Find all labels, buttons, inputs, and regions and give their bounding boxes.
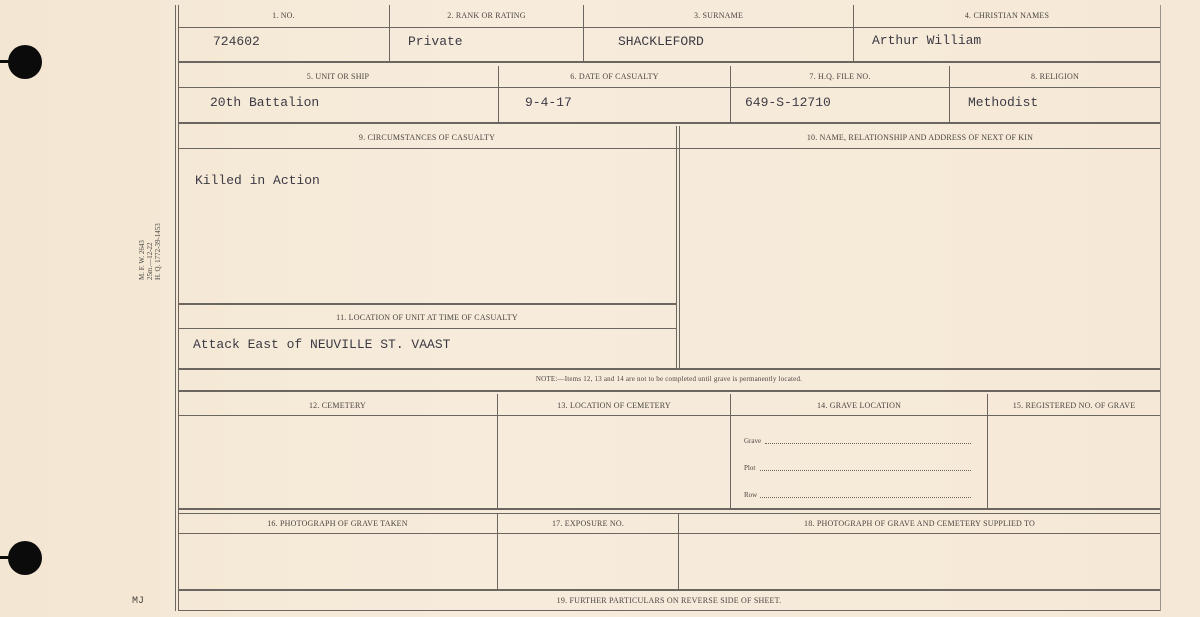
label-location-cemetery: 13. LOCATION OF CEMETERY — [557, 401, 671, 410]
value-hq-file: 649-S-12710 — [745, 95, 831, 110]
label-date: 6. DATE OF CASUALTY — [570, 72, 659, 81]
value-unit: 20th Battalion — [210, 95, 320, 110]
label-photo-taken: 16. PHOTOGRAPH OF GRAVE TAKEN — [267, 519, 408, 528]
label-location-unit: 11. LOCATION OF UNIT AT TIME OF CASUALTY — [336, 313, 518, 322]
label-religion: 8. RELIGION — [1031, 72, 1079, 81]
value-rank: Private — [408, 34, 463, 49]
value-location-unit: Attack East of NEUVILLE ST. VAAST — [193, 337, 451, 352]
value-no: 724602 — [213, 34, 260, 49]
label-unit: 5. UNIT OR SHIP — [306, 72, 370, 81]
label-grave: Grave — [744, 437, 762, 445]
value-date: 9-4-17 — [525, 95, 572, 110]
punch-hole-bottom — [8, 541, 42, 575]
label-plot: Plot — [744, 464, 756, 472]
footer-note: 19. FURTHER PARTICULARS ON REVERSE SIDE OF SHEET. — [556, 596, 782, 605]
value-surname: SHACKLEFORD — [618, 34, 704, 49]
note-text: NOTE:—Items 12, 13 and 14 are not to be completed until grave is permanently located. — [535, 375, 803, 383]
label-rank: 2. RANK OR RATING — [447, 11, 526, 20]
value-religion: Methodist — [968, 95, 1039, 110]
value-circumstances: Killed in Action — [195, 173, 320, 188]
initials: MJ — [132, 596, 145, 607]
label-hq-file: 7. H.Q. FILE NO. — [809, 72, 871, 81]
form-code: M. F. W. 2643 25m.—12-22 H. Q. 1772-39-1453 — [138, 223, 162, 280]
label-surname: 3. SURNAME — [693, 11, 744, 20]
label-next-of-kin: 10. NAME, RELATIONSHIP AND ADDRESS OF NEXT OF KIN — [806, 133, 1034, 142]
label-christian: 4. CHRISTIAN NAMES — [964, 11, 1050, 20]
label-row: Row — [744, 491, 758, 499]
label-exposure: 17. EXPOSURE NO. — [551, 519, 625, 528]
value-christian: Arthur William — [872, 33, 982, 48]
label-registered-no: 15. REGISTERED NO. OF GRAVE — [1012, 401, 1136, 410]
label-grave-location: 14. GRAVE LOCATION — [816, 401, 902, 410]
label-no: 1. NO. — [272, 11, 295, 20]
label-photo-supplied: 18. PHOTOGRAPH OF GRAVE AND CEMETERY SUPPLIED TO — [804, 519, 1035, 528]
label-cemetery: 12. CEMETERY — [308, 401, 367, 410]
punch-hole-top — [8, 45, 42, 79]
label-circumstances: 9. CIRCUMSTANCES OF CASUALTY — [358, 133, 496, 142]
